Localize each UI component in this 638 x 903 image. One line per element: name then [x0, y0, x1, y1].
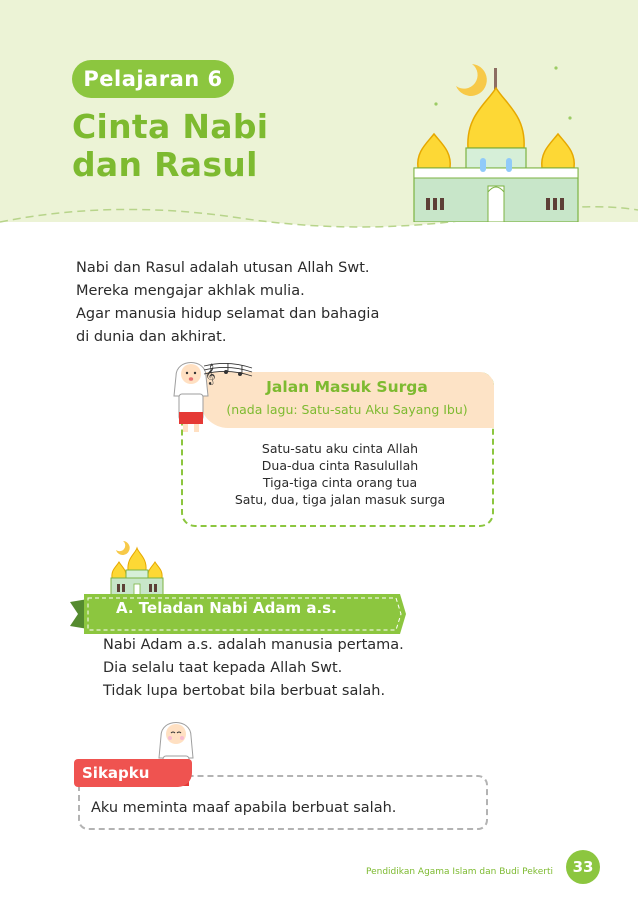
song-lyrics	[190, 440, 490, 508]
music-notes-icon	[202, 358, 254, 386]
section-a-line: Tidak lupa bertobat bila berbuat salah.	[103, 683, 386, 699]
page-number-badge: 33	[566, 850, 600, 884]
intro-line: Mereka mengajar akhlak mulia.	[76, 283, 305, 299]
song-subtitle: (nada lagu: Satu-satu Aku Sayang Ibu)	[226, 402, 468, 417]
section-a-title: A. Teladan Nabi Adam a.s.	[116, 599, 337, 617]
song-line: Satu, dua, tiga jalan masuk surga	[234, 492, 446, 507]
sikapku-text: Aku meminta maaf apabila berbuat salah.	[91, 800, 397, 816]
song-title: Jalan Masuk Surga	[266, 378, 428, 396]
sikapku-label: Sikapku	[74, 759, 192, 787]
intro-line: Nabi dan Rasul adalah utusan Allah Swt.	[76, 260, 370, 276]
footer-book-title: Pendidikan Agama Islam dan Budi Pekerti	[366, 867, 553, 877]
lesson-badge: Pelajaran 6	[72, 60, 234, 98]
page-title-line1: Cinta Nabi	[72, 107, 269, 146]
section-a-line: Nabi Adam a.s. adalah manusia pertama.	[103, 637, 404, 653]
svg-text:𝄞: 𝄞	[205, 364, 216, 385]
song-line: Tiga-tiga cinta orang tua	[262, 475, 418, 490]
song-line: Dua-dua cinta Rasulullah	[261, 458, 419, 473]
page-title-line2: dan Rasul	[72, 145, 258, 184]
small-mosque-icon	[108, 540, 166, 598]
section-a-line: Dia selalu taat kepada Allah Swt.	[103, 660, 343, 676]
song-line: Satu-satu aku cinta Allah	[261, 441, 419, 456]
intro-line: di dunia dan akhirat.	[76, 329, 227, 345]
page-title	[72, 108, 268, 184]
section-a-paragraph	[103, 634, 483, 703]
intro-line: Agar manusia hidup selamat dan bahagia	[76, 306, 380, 322]
intro-paragraph	[76, 257, 456, 349]
mosque-illustration	[396, 56, 596, 222]
